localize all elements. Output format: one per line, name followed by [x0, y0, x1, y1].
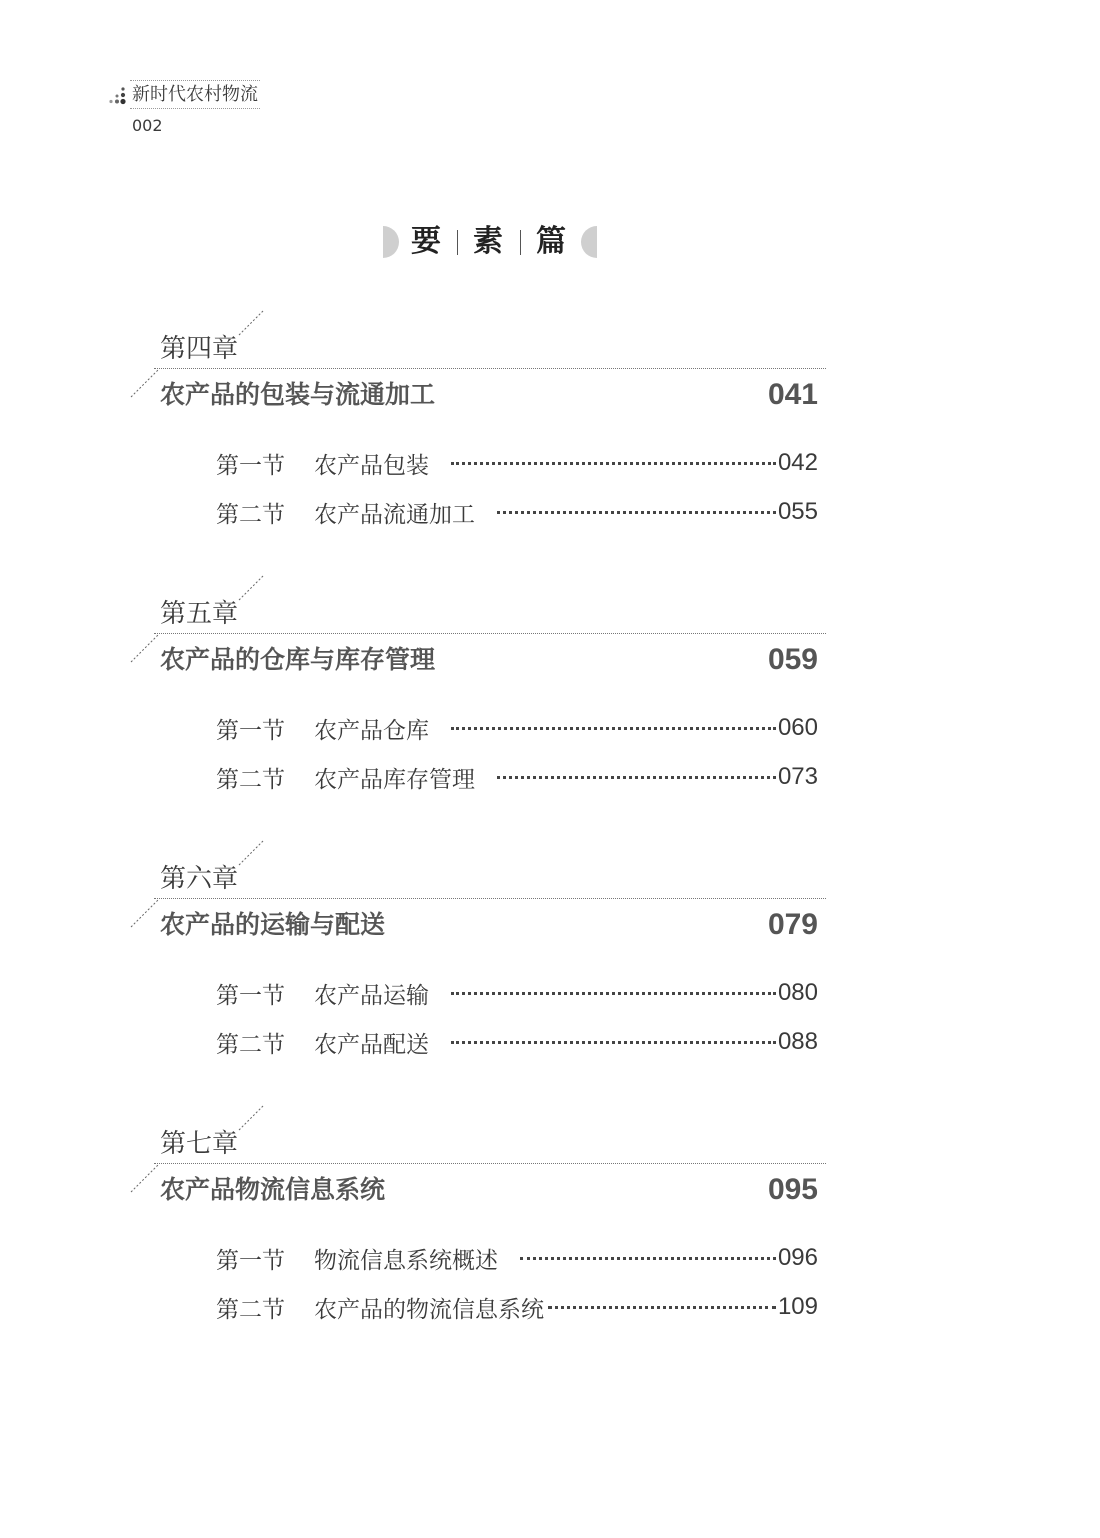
diagonal-dashed-ornament-icon	[238, 840, 264, 866]
chapter-page-number: 079	[767, 908, 818, 941]
diagonal-dashed-ornament-icon	[130, 898, 160, 928]
section-title: 农产品库存管理	[314, 766, 475, 793]
part-title-char: 要	[411, 224, 441, 259]
chapter-number: 第七章	[160, 1129, 239, 1159]
chapter-entry	[130, 310, 830, 540]
section-page-number: 042	[777, 449, 818, 476]
chapter-entry	[130, 1105, 830, 1335]
section-page-number: 055	[777, 498, 818, 525]
section-page-number: 080	[777, 979, 818, 1006]
dot-leader	[497, 776, 776, 779]
chapter-entry	[130, 840, 830, 1070]
section-title: 农产品运输	[314, 982, 429, 1009]
chapter-dotted-rule	[154, 633, 826, 634]
book-title: 新时代农村物流	[132, 84, 258, 105]
chapter-page-number: 059	[767, 643, 818, 676]
section-entry	[216, 760, 818, 794]
dots-ornament-icon	[108, 84, 128, 106]
chapter-entry	[130, 575, 830, 805]
section-page-number: 109	[777, 1293, 818, 1320]
chapter-number: 第六章	[160, 864, 239, 894]
chapter-title: 农产品的运输与配送	[160, 910, 386, 939]
chapter-dotted-rule	[154, 368, 826, 369]
section-page-number: 096	[777, 1244, 818, 1271]
dot-leader	[520, 1257, 776, 1260]
diagonal-dashed-ornament-icon	[238, 575, 264, 601]
dot-leader	[451, 727, 776, 730]
diagonal-dashed-ornament-icon	[130, 633, 160, 663]
section-title: 农产品包装	[314, 452, 429, 479]
section-entry	[216, 1025, 818, 1059]
part-title-separator	[457, 230, 458, 255]
part-title-char: 篇	[536, 224, 566, 259]
section-title: 农产品的物流信息系统	[314, 1296, 544, 1323]
section-number: 第一节	[216, 717, 285, 744]
diagonal-dashed-ornament-icon	[130, 1163, 160, 1193]
section-number: 第二节	[216, 1031, 285, 1058]
dot-leader	[497, 511, 776, 514]
chapter-page-number: 041	[767, 378, 818, 411]
section-number: 第二节	[216, 1296, 285, 1323]
diagonal-dashed-ornament-icon	[238, 310, 264, 336]
chapter-dotted-rule	[154, 1163, 826, 1164]
section-entry	[216, 446, 818, 480]
section-entry	[216, 711, 818, 745]
part-title-char: 素	[473, 224, 503, 259]
running-header	[108, 78, 260, 108]
section-number: 第一节	[216, 982, 285, 1009]
part-title	[383, 222, 597, 262]
dot-leader	[451, 992, 776, 995]
section-title: 农产品仓库	[314, 717, 429, 744]
section-title: 物流信息系统概述	[314, 1247, 498, 1274]
section-entry	[216, 495, 818, 529]
section-page-number: 060	[777, 714, 818, 741]
chapter-title: 农产品物流信息系统	[160, 1175, 386, 1204]
section-entry	[216, 1241, 818, 1275]
right-half-circle-icon	[581, 226, 597, 258]
dot-leader	[548, 1306, 776, 1309]
diagonal-dashed-ornament-icon	[130, 368, 160, 398]
section-number: 第一节	[216, 1247, 285, 1274]
section-title: 农产品配送	[314, 1031, 429, 1058]
chapter-page-number: 095	[767, 1173, 818, 1206]
header-rule-top	[130, 80, 260, 81]
section-entry	[216, 976, 818, 1010]
section-page-number: 088	[777, 1028, 818, 1055]
chapter-title: 农产品的包装与流通加工	[160, 380, 436, 409]
dot-leader	[451, 462, 776, 465]
page-number: 002	[132, 116, 163, 135]
chapter-number: 第四章	[160, 334, 239, 364]
left-half-circle-icon	[383, 226, 399, 258]
section-page-number: 073	[777, 763, 818, 790]
header-rule-bottom	[130, 108, 260, 109]
diagonal-dashed-ornament-icon	[238, 1105, 264, 1131]
chapter-title: 农产品的仓库与库存管理	[160, 645, 436, 674]
section-title: 农产品流通加工	[314, 501, 475, 528]
chapter-number: 第五章	[160, 599, 239, 629]
section-number: 第二节	[216, 501, 285, 528]
part-title-separator	[520, 230, 521, 255]
section-entry	[216, 1290, 818, 1324]
chapter-dotted-rule	[154, 898, 826, 899]
dot-leader	[451, 1041, 776, 1044]
section-number: 第二节	[216, 766, 285, 793]
section-number: 第一节	[216, 452, 285, 479]
